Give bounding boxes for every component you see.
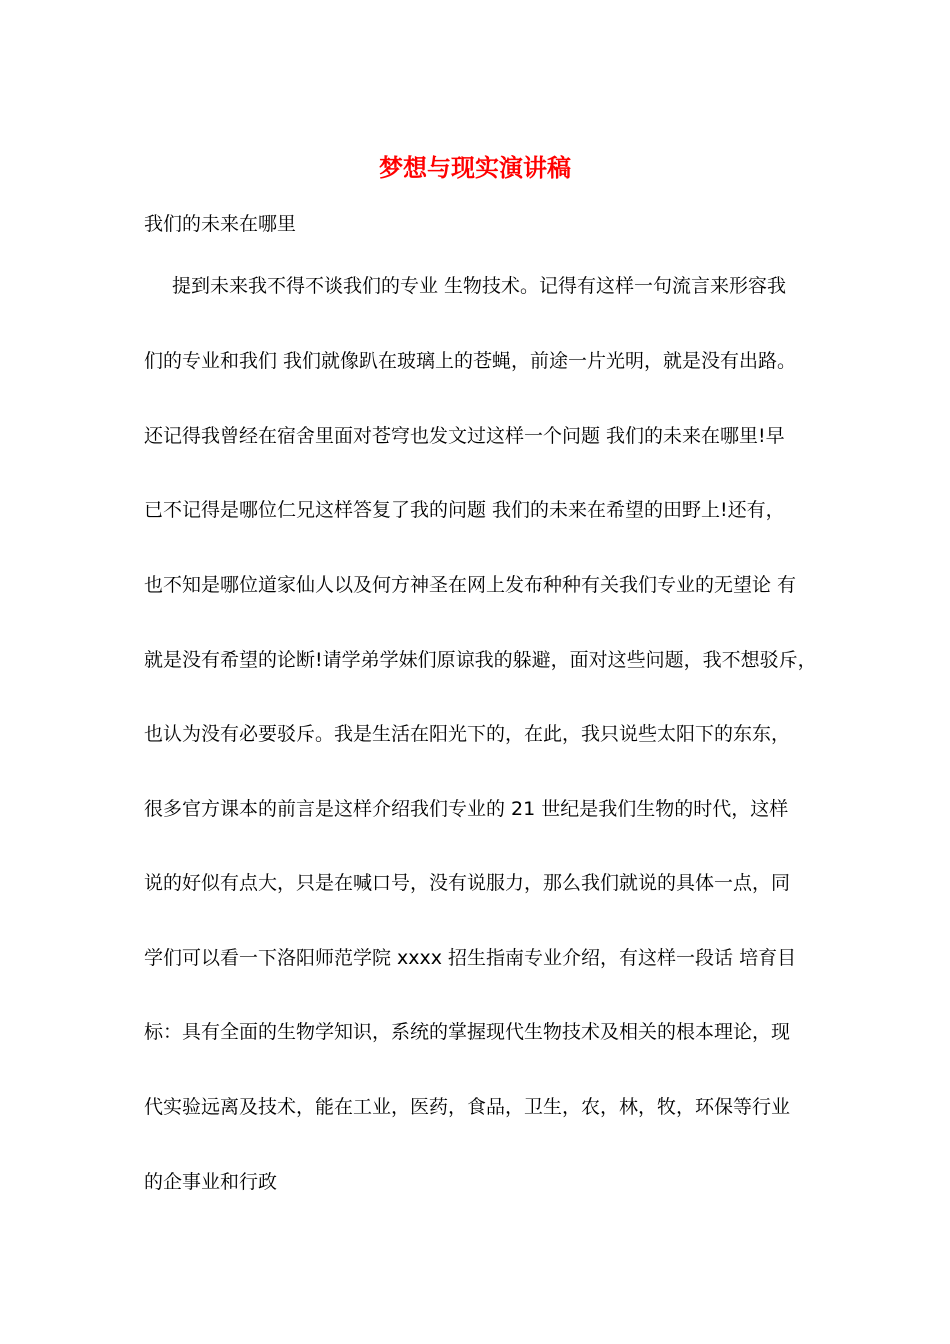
body-line: 标：具有全面的生物学知识，系统的掌握现代生物技术及相关的根本理论，现 <box>144 1021 791 1043</box>
body-line: 说的好似有点大，只是在喊口号，没有说服力，那么我们就说的具体一点，同 <box>144 872 791 894</box>
body-line: 已不记得是哪位仁兄这样答复了我的问题 我们的未来在希望的田野上!还有， <box>144 499 785 521</box>
body-line: 的企事业和行政 <box>144 1171 278 1193</box>
body-line: 很多官方课本的前言是这样介绍我们专业的 21 世纪是我们生物的时代，这样 <box>144 798 789 820</box>
body-line: 代实验远离及技术，能在工业，医药，食品，卫生，农，林，牧，环保等行业 <box>144 1096 791 1118</box>
document-subtitle: 我们的未来在哪里 <box>144 213 297 235</box>
body-line: 也不知是哪位道家仙人以及何方神圣在网上发布种种有关我们专业的无望论 有 <box>144 574 797 596</box>
body-line: 也认为没有必要驳斥。我是生活在阳光下的，在此，我只说些太阳下的东东， <box>144 723 791 745</box>
body-line: 就是没有希望的论断!请学弟学妹们原谅我的躲避，面对这些问题，我不想驳斥， <box>144 649 817 671</box>
body-line: 还记得我曾经在宿舍里面对苍穹也发文过这样一个问题 我们的未来在哪里!早 <box>144 425 785 447</box>
body-line: 提到未来我不得不谈我们的专业 生物技术。记得有这样一句流言来形容我 <box>172 275 787 297</box>
body-line: 学们可以看一下洛阳师范学院 xxxx 招生指南专业介绍，有这样一段话 培育目 <box>144 947 797 969</box>
body-line: 们的专业和我们 我们就像趴在玻璃上的苍蝇，前途一片光明，就是没有出路。 <box>144 350 797 372</box>
document-title: 梦想与现实演讲稿 <box>379 154 571 182</box>
